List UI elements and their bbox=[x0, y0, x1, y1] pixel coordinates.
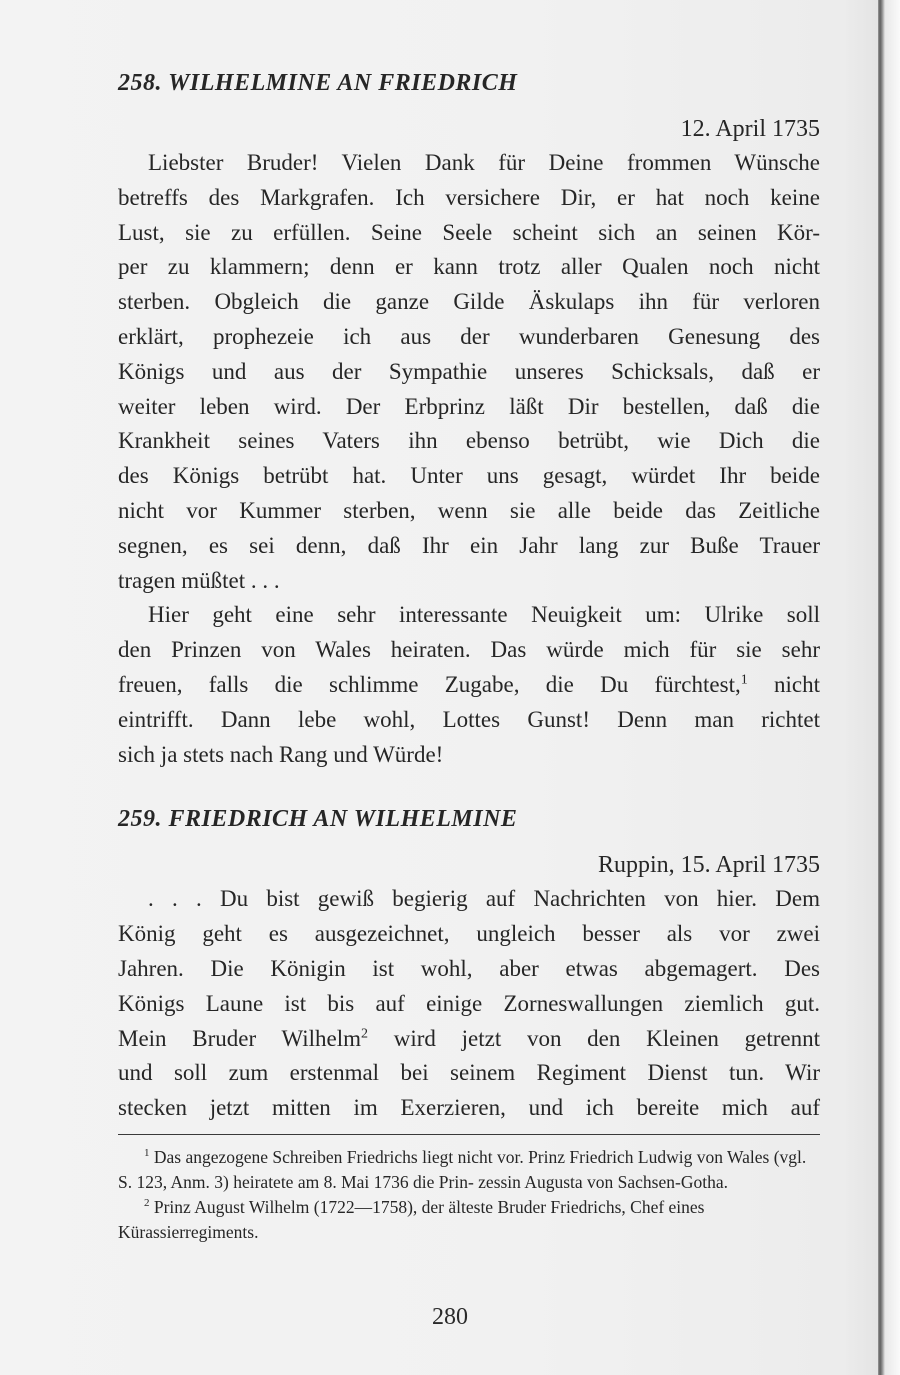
letter-body bbox=[118, 882, 820, 1126]
text-line: segnen, es sei denn, daß Ihr ein Jahr lang zur Buße Trauer bbox=[118, 532, 820, 558]
paragraph bbox=[118, 146, 820, 598]
text-line: sich ja stets nach Rang und Würde! bbox=[118, 741, 444, 767]
text-line: Lust, sie zu erfüllen. Seine Seele scheint sich an seinen Kör- bbox=[118, 219, 820, 245]
text-line: betreffs des Markgrafen. Ich versichere Dir, er hat noch keine bbox=[118, 184, 820, 210]
text-line: nicht vor Kummer sterben, wenn sie alle beide das Zeitliche bbox=[118, 497, 820, 523]
letter-258 bbox=[118, 66, 820, 772]
letter-date: Ruppin, 15. April 1735 bbox=[597, 852, 820, 879]
footnote-number: 1 bbox=[144, 1147, 150, 1160]
paragraph bbox=[118, 882, 820, 1126]
page-edge-shadow bbox=[878, 0, 900, 1375]
page-content bbox=[118, 66, 820, 1245]
letter-heading: 259. FRIEDRICH AN WILHELMINE bbox=[118, 806, 518, 833]
text-line: Jahren. Die Königin ist wohl, aber etwas abgemagert. Des bbox=[118, 955, 820, 981]
footnote-text: zessin Augusta von Sachsen-Gotha. bbox=[478, 1171, 728, 1192]
text-line: weiter leben wird. Der Erbprinz läßt Dir bestellen, daß die bbox=[118, 393, 820, 419]
footnote-ref[interactable]: 2 bbox=[361, 1025, 369, 1041]
footnote-ref[interactable]: 1 bbox=[740, 672, 748, 688]
footnote-divider bbox=[118, 1134, 820, 1135]
footnote-1 bbox=[118, 1145, 820, 1195]
text-line: erklärt, prophezeie ich aus der wunderbaren Genesung des bbox=[118, 323, 820, 349]
text-line bbox=[118, 1022, 820, 1057]
text-line bbox=[118, 668, 820, 703]
letter-heading: 258. WILHELMINE AN FRIEDRICH bbox=[118, 70, 518, 96]
letter-body bbox=[118, 146, 820, 772]
text-line: eintrifft. Dann lebe wohl, Lottes Gunst! Denn man richtet bbox=[118, 706, 820, 732]
text-line: Krankheit seines Vaters ihn ebenso betrübt, wie Dich die bbox=[118, 428, 820, 454]
text-line: und soll zum erstenmal bei seinem Regiment Dienst tun. Wir bbox=[118, 1060, 820, 1086]
text-line: Hier geht eine sehr interessante Neuigkeit um: Ulrike soll bbox=[148, 602, 820, 628]
footnote-text: Chef eines Kürassierregiments. bbox=[118, 1196, 705, 1242]
text-segment: wird jetzt von den Kleinen getrennt bbox=[393, 1025, 821, 1051]
text-line: König geht es ausgezeichnet, ungleich besser als vor zwei bbox=[118, 921, 820, 947]
text-segment: nicht bbox=[774, 671, 820, 697]
text-line: Königs Laune ist bis auf einige Zorneswallungen ziemlich gut. bbox=[118, 990, 820, 1016]
footnote-number: 2 bbox=[144, 1197, 150, 1210]
footnote-2 bbox=[118, 1195, 820, 1245]
footnote-text: Das angezogene Schreiben Friedrichs liegt nicht vor. Prinz Friedrich bbox=[153, 1146, 634, 1167]
text-segment: freuen, falls die schlimme Zugabe, die Du fürchtest, bbox=[118, 671, 741, 697]
paragraph bbox=[118, 598, 820, 772]
footnote-text: Prinz August Wilhelm (1722—1758), der älteste Bruder Friedrichs, bbox=[153, 1196, 626, 1217]
footnote-text: Ludwig von Wales (vgl. S. 123, Anm. 3) heiratete am 8. Mai 1736 die Prin- bbox=[118, 1146, 807, 1192]
text-line: Königs und aus der Sympathie unseres Schicksals, daß er bbox=[118, 358, 820, 384]
text-line: des Königs betrübt hat. Unter uns gesagt, würdet Ihr beide bbox=[118, 463, 820, 489]
text-line: den Prinzen von Wales heiraten. Das würde mich für sie sehr bbox=[118, 637, 820, 663]
letter-259 bbox=[118, 802, 820, 1126]
text-line: Liebster Bruder! Vielen Dank für Deine frommen Wünsche bbox=[148, 150, 820, 175]
text-line: sterben. Obgleich die ganze Gilde Äskulaps ihn für verloren bbox=[118, 289, 820, 315]
text-line: stecken jetzt mitten im Exerzieren, und ich bereite mich auf bbox=[118, 1095, 820, 1121]
letter-date: 12. April 1735 bbox=[680, 116, 820, 142]
page-number: 280 bbox=[432, 1304, 468, 1330]
text-segment: Mein Bruder Wilhelm bbox=[118, 1025, 362, 1051]
footnotes bbox=[118, 1145, 820, 1245]
text-line: per zu klammern; denn er kann trotz aller Qualen noch nicht bbox=[118, 254, 820, 280]
text-line: . . . Du bist gewiß begierig auf Nachrichten von hier. Dem bbox=[148, 886, 820, 912]
text-line: tragen müßtet . . . bbox=[118, 567, 280, 593]
